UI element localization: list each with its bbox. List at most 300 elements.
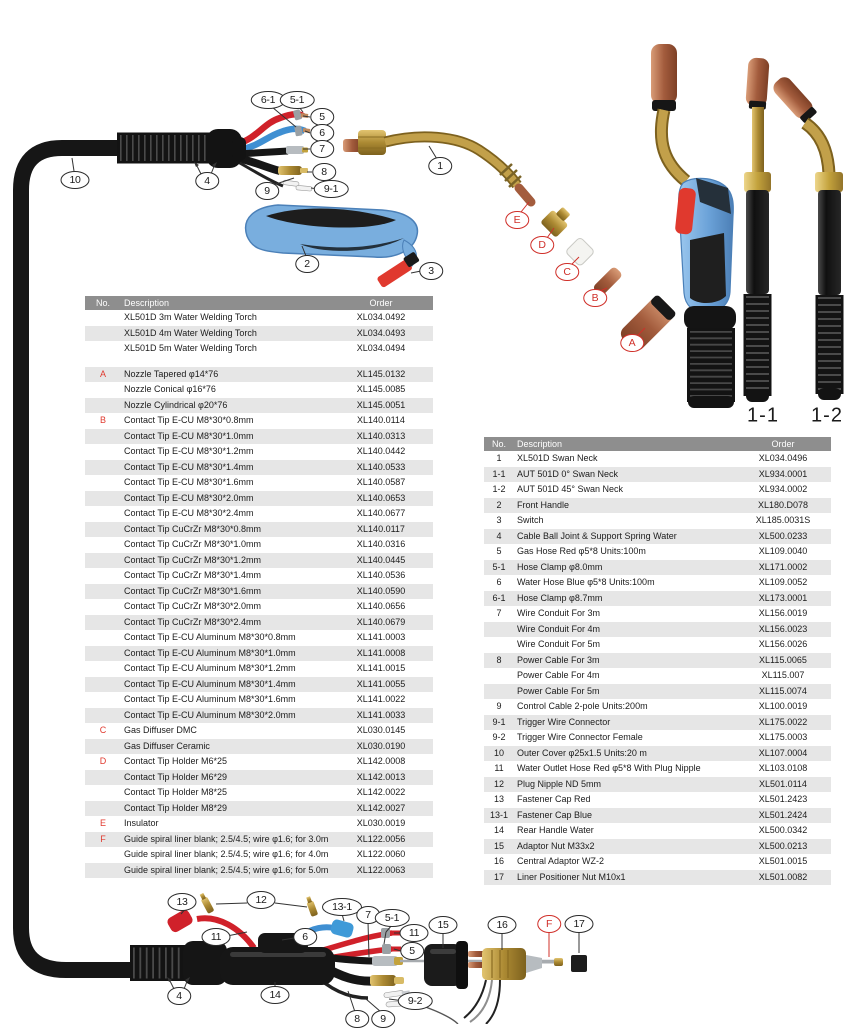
cell-desc: XL501D 4m Water Welding Torch: [124, 327, 257, 338]
parts-table-torch: [85, 296, 433, 878]
cell-no: 16: [493, 856, 504, 866]
cell-desc: Contact Tip E-CU Aluminum M8*30*1.2mm: [124, 663, 296, 673]
fastener-cap-red-drawing: [166, 908, 195, 934]
cell-no: [85, 444, 121, 460]
cell-desc: Fastener Cap Red: [517, 794, 591, 804]
cell-order: XL142.0027: [356, 802, 406, 813]
table-row: [85, 723, 433, 739]
table-row: [85, 863, 433, 879]
cell-order: XL122.0063: [356, 864, 406, 875]
cell-desc: Contact Tip CuCrZr M8*30*2.4mm: [124, 616, 262, 627]
cell-desc: Guide spiral liner blank; 2.5/4.5; wire φ1.6; for 5.0m: [124, 864, 329, 875]
cell-desc: Outer Cover φ25x1.5 Units:20 m: [517, 747, 647, 758]
cell-no: [85, 341, 121, 357]
cell-no: 17: [493, 871, 504, 882]
table-row: [85, 801, 433, 817]
cell-no: [85, 553, 121, 569]
table-row: [484, 777, 831, 793]
table-row: [85, 584, 433, 600]
cell-no: 13: [493, 794, 504, 804]
contact-tip-holder-drawing: [540, 203, 575, 238]
callout-1: 1: [428, 157, 452, 175]
cell-desc: Contact Tip CuCrZr M8*30*1.6mm: [124, 585, 262, 596]
table-row: [484, 839, 831, 855]
cell-order: XL034.0492: [356, 312, 406, 322]
cell-order: XL122.0060: [356, 849, 406, 859]
cell-desc: Contact Tip E-CU Aluminum M8*30*0.8mm: [124, 632, 296, 642]
cell-order: XL145.0051: [356, 399, 406, 410]
cell-order: XL156.0023: [758, 623, 808, 634]
table-row: [85, 847, 433, 863]
cell-no: D: [99, 756, 107, 766]
table-row: [85, 326, 433, 342]
cell-desc: Plug Nipple ND 5mm: [517, 778, 602, 789]
cell-order: XL109.0052: [758, 577, 808, 587]
cell-desc: Contact Tip E-CU M8*30*1.6mm: [124, 477, 254, 487]
table-header: [484, 437, 831, 451]
column-header-description: Description: [124, 298, 170, 308]
cell-desc: Gas Diffuser Ceramic: [124, 740, 210, 751]
callout-12: 12: [247, 891, 276, 909]
cell-order: XL140.0587: [356, 477, 406, 487]
cell-order: XL140.0445: [356, 554, 406, 565]
callout-9-2: 9-2: [398, 992, 433, 1010]
trigger-wire-connector-drawing: [283, 180, 312, 191]
cell-desc: AUT 501D 0° Swan Neck: [517, 468, 618, 479]
cell-desc: Nozzle Tapered φ14*76: [124, 368, 219, 379]
table-row: [484, 730, 831, 746]
cell-desc: Contact Tip Holder M8*29: [124, 802, 228, 813]
table-row: [85, 661, 433, 677]
cell-order: XL140.0590: [356, 585, 406, 596]
cell-no: [85, 739, 121, 755]
column-header-order: Order: [771, 439, 795, 449]
cell-order: XL142.0022: [356, 787, 406, 797]
callout-C: C: [555, 263, 579, 281]
table-row: [484, 792, 831, 808]
cell-order: XL115.0065: [759, 654, 807, 665]
table-row: [484, 746, 831, 762]
table-row: [85, 413, 433, 429]
cell-order: XL145.0085: [356, 384, 406, 394]
cell-no: [85, 646, 121, 662]
callout-6: 6: [293, 928, 317, 946]
callout-8: 8: [345, 1010, 369, 1028]
cell-no: [85, 429, 121, 445]
complete-torch-drawing: [651, 44, 736, 408]
cell-no: [85, 522, 121, 538]
callout-4: 4: [167, 987, 191, 1005]
cell-desc: Contact Tip CuCrZr M8*30*1.2mm: [124, 554, 262, 565]
cell-order: XL175.0022: [758, 716, 808, 727]
table-row: [85, 677, 433, 693]
cell-no: [85, 491, 121, 507]
cell-order: XL100.0019: [758, 701, 808, 711]
cell-no: [85, 863, 121, 879]
table-row: [484, 854, 831, 870]
cell-desc: Contact Tip E-CU M8*30*1.2mm: [124, 446, 254, 456]
cell-order: XL501.0114: [759, 778, 807, 789]
cell-no: B: [99, 415, 106, 425]
cell-order: XL141.0022: [356, 694, 406, 704]
cell-no: [85, 801, 121, 817]
callout-14: 14: [261, 986, 290, 1004]
cell-order: XL030.0145: [356, 725, 406, 735]
cell-order: XL156.0026: [758, 639, 808, 649]
cell-desc: Contact Tip E-CU M8*30*2.0mm: [124, 492, 254, 503]
cell-desc: Contact Tip E-CU M8*30*2.4mm: [124, 508, 254, 518]
cell-no: 6-1: [492, 592, 506, 603]
callout-11: 11: [202, 928, 231, 946]
cell-no: [85, 382, 121, 398]
hose-clamp-red-drawing: [293, 109, 302, 120]
insulator-tip-drawing: [519, 188, 531, 202]
cell-order: XL030.0190: [356, 740, 406, 751]
cell-no: 3: [496, 515, 502, 525]
cell-desc: Contact Tip CuCrZr M8*30*2.0mm: [124, 601, 262, 611]
cell-no: 6: [496, 577, 502, 587]
cell-no: 11: [494, 763, 504, 773]
cell-order: XL034.0493: [356, 327, 406, 338]
table-row: [484, 575, 831, 591]
callout-13-1: 13-1: [322, 898, 362, 916]
callout-B: B: [583, 289, 607, 307]
table-row: [484, 699, 831, 715]
table-row: [85, 491, 433, 507]
cell-desc: Contact Tip CuCrZr M8*30*0.8mm: [124, 523, 262, 534]
cell-order: XL142.0013: [356, 771, 406, 782]
cell-no: [85, 770, 121, 786]
table-row: [85, 341, 433, 357]
parts-table-components: [484, 437, 831, 885]
cell-order: XL030.0019: [356, 818, 406, 828]
cell-no: A: [99, 368, 106, 379]
table-row: [85, 553, 433, 569]
table-row: [484, 653, 831, 669]
cell-order: XL140.0117: [357, 523, 405, 534]
cell-desc: Power Cable For 3m: [517, 654, 600, 665]
cell-desc: Adaptor Nut M33x2: [517, 840, 595, 851]
table-row: [85, 785, 433, 801]
callout-D: D: [530, 236, 554, 254]
cell-desc: Power Cable For 5m: [517, 685, 600, 696]
callout-13: 13: [168, 893, 197, 911]
cell-no: 1: [496, 453, 502, 463]
cell-desc: Contact Tip E-CU M8*30*1.4mm: [124, 461, 254, 472]
table-row: [85, 537, 433, 553]
cell-desc: Control Cable 2-pole Units:200m: [517, 701, 648, 711]
cell-order: XL140.0313: [356, 430, 406, 441]
cell-no: 9: [496, 701, 502, 711]
cell-no: 2: [496, 499, 502, 510]
table-row: [484, 870, 831, 886]
callout-5: 5: [400, 942, 424, 960]
cell-desc: Wire Conduit For 4m: [517, 623, 601, 634]
cell-no: [85, 847, 121, 863]
cell-desc: Contact Tip Holder M6*25: [124, 756, 228, 766]
liner-positioner-drawing: [542, 958, 563, 966]
cell-order: XL140.0677: [356, 508, 406, 518]
cell-desc: XL501D 5m Water Welding Torch: [124, 343, 257, 353]
column-header-order: Order: [369, 298, 393, 308]
cell-desc: Nozzle Cylindrical φ20*76: [124, 399, 228, 410]
cell-no: 5-1: [492, 561, 506, 572]
cell-no: [85, 708, 121, 724]
table-row: [484, 637, 831, 653]
table-row: [85, 475, 433, 491]
cell-order: XL141.0008: [356, 647, 406, 658]
callout-15: 15: [429, 916, 458, 934]
cell-desc: Guide spiral liner blank; 2.5/4.5; wire φ1.6; for 4.0m: [124, 849, 329, 859]
column-header-description: Description: [517, 439, 563, 449]
cell-order: XL141.0033: [356, 709, 406, 720]
callout-6-1: 6-1: [251, 91, 286, 109]
table-row: [85, 615, 433, 631]
cell-no: 7: [496, 608, 502, 618]
variant-label-1-1: 1-1: [747, 404, 779, 427]
cell-desc: Trigger Wire Connector: [517, 716, 611, 727]
adaptor-parts-drawing: [424, 941, 587, 1024]
cell-order: XL140.0679: [356, 616, 406, 627]
table-row: [484, 482, 831, 498]
cell-order: XL934.0002: [758, 484, 808, 494]
table-row: [85, 522, 433, 538]
cell-order: XL501.0082: [758, 871, 808, 882]
cell-no: [85, 398, 121, 414]
table-row: [85, 444, 433, 460]
fastener-cap-blue-drawing: [330, 918, 355, 938]
callout-6: 6: [310, 124, 334, 142]
cell-no: [85, 584, 121, 600]
cell-order: XL103.0108: [758, 763, 808, 773]
cell-no: 1-1: [492, 468, 506, 479]
cell-desc: Liner Positioner Nut M10x1: [517, 871, 626, 882]
table-row: [85, 568, 433, 584]
cell-no: [85, 568, 121, 584]
table-row: [85, 739, 433, 755]
table-row: [484, 823, 831, 839]
table-row: [484, 668, 831, 684]
cell-desc: Guide spiral liner blank; 2.5/4.5; wire φ1.6; for 3.0m: [124, 833, 329, 844]
cell-no: [85, 785, 121, 801]
callout-16: 16: [488, 916, 517, 934]
cell-desc: Central Adaptor WZ-2: [517, 856, 605, 866]
callout-5-1: 5-1: [375, 909, 410, 927]
cell-desc: Contact Tip CuCrZr M8*30*1.0mm: [124, 539, 262, 549]
cell-order: XL934.0001: [758, 468, 808, 479]
table-row: [85, 832, 433, 848]
callout-5: 5: [310, 108, 334, 126]
cell-no: 4: [496, 530, 502, 541]
swan-neck-0deg-drawing: [744, 57, 771, 402]
cell-desc: Contact Tip E-CU M8*30*0.8mm: [124, 415, 254, 425]
column-header-no: No.: [491, 439, 506, 449]
cell-desc: Gas Diffuser DMC: [124, 725, 197, 735]
cell-no: [85, 326, 121, 342]
cell-desc: Contact Tip E-CU Aluminum M8*30*1.4mm: [124, 678, 296, 689]
cell-order: XL140.0533: [356, 461, 406, 472]
cell-desc: AUT 501D 45° Swan Neck: [517, 484, 623, 494]
table-row: [484, 761, 831, 777]
callout-F: F: [537, 915, 561, 933]
cell-no: 5: [496, 546, 502, 556]
cell-desc: Switch: [517, 515, 544, 525]
cell-no: [85, 599, 121, 615]
table-row: [85, 754, 433, 770]
cell-no: 15: [493, 840, 504, 851]
cell-order: XL122.0056: [356, 833, 406, 844]
gas-diffuser-drawing: [565, 237, 595, 267]
cell-desc: Contact Tip E-CU Aluminum M8*30*1.0mm: [124, 647, 296, 658]
cell-order: XL140.0114: [357, 415, 405, 425]
cell-no: 9-1: [492, 716, 506, 727]
table-row: [85, 310, 433, 326]
callout-2: 2: [295, 255, 319, 273]
cell-no: [484, 622, 514, 638]
table-row: [85, 429, 433, 445]
cell-no: [85, 661, 121, 677]
cell-order: XL034.0496: [758, 453, 808, 463]
callout-A: A: [620, 334, 644, 352]
cell-desc: Contact Tip Holder M6*29: [124, 771, 228, 782]
adaptor-nut-drawing: [424, 941, 468, 989]
cell-no: [85, 630, 121, 646]
cell-desc: Fastener Cap Blue: [517, 809, 593, 820]
callout-10: 10: [61, 171, 90, 189]
table-row: [484, 622, 831, 638]
table-row: [484, 451, 831, 467]
cell-order: XL140.0442: [356, 446, 406, 456]
cell-no: [85, 460, 121, 476]
cell-order: XL500.0213: [758, 840, 808, 851]
cell-desc: Contact Tip CuCrZr M8*30*1.4mm: [124, 570, 262, 580]
table-row: [85, 646, 433, 662]
cell-order: XL180.D078: [757, 499, 809, 510]
callout-E: E: [505, 211, 529, 229]
cell-no: [85, 475, 121, 491]
cell-desc: Contact Tip E-CU M8*30*1.0mm: [124, 430, 254, 441]
cell-desc: Hose Clamp φ8.7mm: [517, 592, 603, 603]
table-row: [484, 544, 831, 560]
cell-order: XL173.0001: [758, 592, 808, 603]
cell-desc: Contact Tip E-CU Aluminum M8*30*1.6mm: [124, 694, 296, 704]
plug-nipple-drawing: [198, 892, 214, 914]
cell-no: C: [99, 725, 107, 735]
callout-11: 11: [400, 924, 429, 942]
table-row: [484, 529, 831, 545]
cell-desc: Wire Conduit For 3m: [517, 608, 601, 618]
table-row: [484, 498, 831, 514]
cell-desc: Trigger Wire Connector Female: [517, 732, 643, 742]
cell-order: XL107.0004: [758, 747, 808, 758]
cell-order: XL141.0015: [356, 663, 406, 673]
table-row: [484, 808, 831, 824]
callout-7: 7: [356, 906, 380, 924]
cell-desc: Gas Hose Red φ5*8 Units:100m: [517, 546, 646, 556]
variant-label-1-2: 1-2: [811, 404, 843, 427]
table-row: [85, 770, 433, 786]
table-row: [484, 467, 831, 483]
table-row: [85, 460, 433, 476]
cell-no: 12: [493, 778, 504, 789]
callout-4: 4: [195, 172, 219, 190]
cell-desc: XL501D Swan Neck: [517, 453, 598, 463]
cell-order: XL500.0342: [758, 825, 808, 835]
callout-9-1: 9-1: [314, 180, 349, 198]
table-row: [484, 715, 831, 731]
cell-no: 9-2: [492, 732, 506, 742]
table-header: [85, 296, 433, 310]
cell-desc: XL501D 3m Water Welding Torch: [124, 312, 257, 322]
cell-order: XL140.0653: [356, 492, 406, 503]
cell-no: F: [100, 833, 106, 844]
cell-order: XL142.0008: [356, 756, 406, 766]
cell-no: [85, 692, 121, 708]
front-handle-drawing: [246, 205, 418, 266]
column-header-no: No.: [95, 298, 110, 308]
cell-order: XL115.007: [761, 670, 805, 680]
callout-3: 3: [419, 262, 443, 280]
table-row: [85, 506, 433, 522]
cell-no: 14: [493, 825, 504, 835]
cell-no: [85, 615, 121, 631]
cell-no: 10: [493, 747, 504, 758]
cell-desc: Contact Tip E-CU Aluminum M8*30*2.0mm: [124, 709, 296, 720]
table-row: [85, 692, 433, 708]
table-row: [85, 357, 433, 367]
cell-order: XL171.0002: [758, 561, 808, 572]
cell-order: XL140.0536: [356, 570, 406, 580]
table-row: [85, 708, 433, 724]
cell-no: 8: [496, 654, 502, 665]
cell-no: [85, 677, 121, 693]
table-row: [85, 599, 433, 615]
callout-7: 7: [310, 140, 334, 158]
cell-order: XL500.0233: [758, 530, 808, 541]
cell-desc: Insulator: [124, 818, 159, 828]
cell-order: XL145.0132: [356, 368, 406, 379]
table-row: [85, 382, 433, 398]
cell-desc: Hose Clamp φ8.0mm: [517, 561, 603, 572]
cell-order: XL501.2423: [758, 794, 808, 804]
table-row: [484, 591, 831, 607]
table-row: [484, 684, 831, 700]
cell-order: XL501.0015: [758, 856, 808, 866]
cell-desc: Nozzle Conical φ16*76: [124, 384, 216, 394]
cell-no: 13-1: [489, 809, 508, 820]
cell-no: [484, 684, 514, 700]
cell-no: [484, 668, 514, 684]
cell-order: XL141.0055: [356, 678, 406, 689]
cell-desc: Contact Tip Holder M8*25: [124, 787, 228, 797]
table-row: [85, 398, 433, 414]
cell-desc: Front Handle: [517, 499, 570, 510]
callout-9: 9: [255, 182, 279, 200]
cell-order: XL141.0003: [356, 632, 406, 642]
cell-order: XL140.0316: [356, 539, 406, 549]
callout-5-1: 5-1: [280, 91, 315, 109]
cell-no: [85, 506, 121, 522]
table-row: [85, 367, 433, 383]
cell-no: 1-2: [492, 484, 506, 494]
cell-no: [85, 310, 121, 326]
cell-no: [85, 537, 121, 553]
table-row: [484, 560, 831, 576]
swan-neck-45deg-drawing: [770, 74, 843, 400]
cell-desc: Rear Handle Water: [517, 825, 594, 835]
cell-order: XL501.2424: [758, 809, 808, 820]
callout-8: 8: [312, 163, 336, 181]
